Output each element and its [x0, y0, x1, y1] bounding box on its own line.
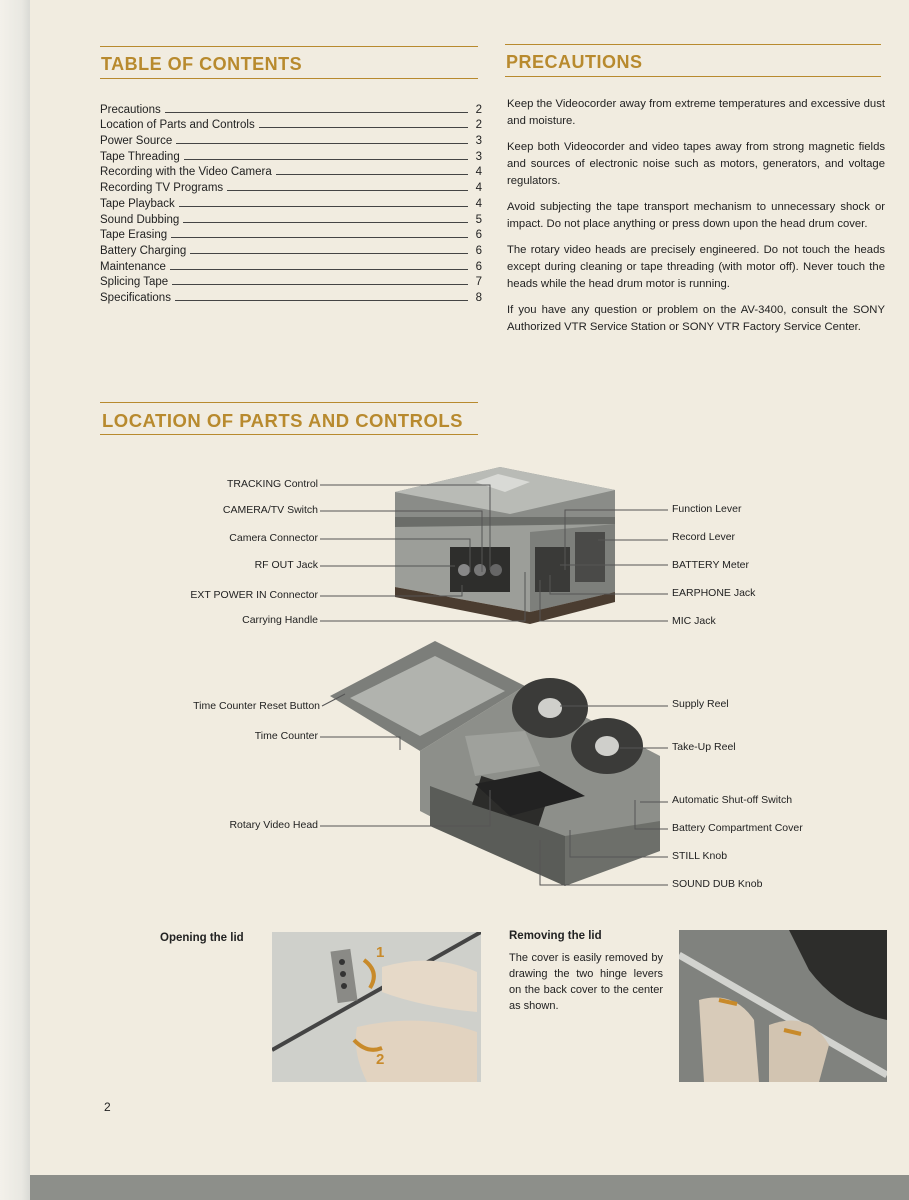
- label-carrying-handle: Carrying Handle: [242, 614, 318, 626]
- toc-entry-page: 2: [475, 103, 482, 116]
- leader-mic-jack: [540, 580, 668, 621]
- toc-entry-label: Tape Playback: [100, 197, 175, 210]
- label-take-up-reel: Take-Up Reel: [672, 741, 736, 753]
- precaution-paragraph: The rotary video heads are precisely engineered. Do not touch the heads except during cleaning or tape threading (with motor off). Never touch the heads while the head drum motor is running.: [507, 244, 885, 290]
- label-rotary-video-head: Rotary Video Head: [229, 819, 318, 831]
- toc-entry-label: Location of Parts and Controls: [100, 119, 255, 132]
- leader-camera-connector: [320, 539, 470, 572]
- leader-rotary-video-head: [320, 790, 490, 826]
- precautions-title: PRECAUTIONS: [506, 52, 643, 72]
- leader-earphone-jack: [550, 575, 668, 594]
- opening-lid-photo: [272, 932, 481, 1082]
- toc-entry-page: 4: [475, 182, 482, 195]
- toc-entry-label: Battery Charging: [100, 244, 187, 257]
- toc-entry-label: Sound Dubbing: [100, 213, 180, 226]
- toc-entry-label: Recording with the Video Camera: [100, 166, 272, 179]
- toc-entry-page: 4: [475, 166, 482, 179]
- toc-title: TABLE OF CONTENTS: [101, 54, 303, 74]
- toc-entry-page: 4: [475, 197, 482, 210]
- label-automatic-shutoff-switch: Automatic Shut-off Switch: [672, 794, 793, 806]
- leader-sound-dub-knob: [540, 840, 668, 885]
- page-number: 2: [104, 1100, 111, 1114]
- label-battery-compartment-cover: Battery Compartment Cover: [672, 822, 803, 834]
- toc-entry-page: 6: [475, 244, 482, 257]
- toc-entry-label: Recording TV Programs: [100, 182, 224, 195]
- toc-entry-page: 3: [475, 135, 482, 148]
- leader-time-counter-reset: [322, 694, 345, 706]
- toc-entry-label: Precautions: [100, 103, 161, 116]
- label-rf-out-jack: RF OUT Jack: [254, 559, 318, 571]
- precaution-paragraph: If you have any question or problem on the AV-3400, consult the SONY Authorized VTR Service Station or SONY VTR Factory Service Center.: [507, 304, 885, 333]
- removing-lid-photo: [679, 930, 887, 1082]
- label-still-knob: STILL Knob: [672, 850, 728, 862]
- toc-entry-page: 8: [475, 291, 482, 304]
- opening-step-1: 1: [376, 944, 385, 961]
- toc-entry-label: Splicing Tape: [100, 276, 169, 289]
- label-time-counter-reset-button: Time Counter Reset Button: [193, 700, 320, 712]
- label-supply-reel: Supply Reel: [672, 698, 729, 710]
- removing-lid-text: The cover is easily removed by drawing the two hinge levers on the back cover to the center as shown.: [509, 952, 663, 1012]
- label-camera-connector: Camera Connector: [229, 532, 318, 544]
- toc-entry-page: 6: [475, 229, 482, 242]
- opening-step-2: 2: [376, 1051, 385, 1068]
- leader-time-counter: [320, 737, 400, 750]
- toc-entry-label: Specifications: [100, 291, 171, 304]
- label-time-counter: Time Counter: [254, 730, 318, 742]
- leader-ext-power-connector: [320, 585, 462, 596]
- leader-battery-cover: [635, 800, 668, 829]
- label-function-lever: Function Lever: [672, 503, 742, 515]
- label-sound-dub-knob: SOUND DUB Knob: [672, 878, 763, 890]
- toc-entry-label: Tape Threading: [100, 150, 180, 163]
- precaution-paragraph: Keep the Videocorder away from extreme temperatures and excessive dust and moisture.: [507, 98, 885, 127]
- label-battery-meter: BATTERY Meter: [672, 559, 750, 571]
- toc-entry-label: Maintenance: [100, 260, 166, 273]
- precaution-paragraph: Keep both Videocorder and video tapes away from strong magnetic fields and sources of electronic noise such as motors, generators, and voltage regulators.: [507, 141, 885, 187]
- toc-entry-label: Power Source: [100, 135, 173, 148]
- leader-still-knob: [570, 830, 668, 857]
- label-mic-jack: MIC Jack: [672, 615, 716, 627]
- precaution-paragraph: Avoid subjecting the tape transport mechanism to unnecessary shock or impact. Do not place anything or press down upon the head drum cover.: [507, 201, 885, 230]
- toc-entry-page: 5: [475, 213, 482, 226]
- toc-entry-page: 2: [475, 119, 482, 132]
- leader-tracking-control: [320, 485, 490, 570]
- toc-entry-page: 3: [475, 150, 482, 163]
- toc-entry-label: Tape Erasing: [100, 229, 168, 242]
- leader-camera-tv-switch: [320, 511, 482, 572]
- label-camera-tv-switch: CAMERA/TV Switch: [222, 504, 318, 516]
- toc-entry-page: 7: [475, 276, 482, 289]
- label-ext-power-connector: EXT POWER IN Connector: [190, 589, 318, 601]
- removing-lid-heading: Removing the lid: [509, 930, 602, 942]
- toc-entry-page: 6: [475, 260, 482, 273]
- label-tracking-control: TRACKING Control: [226, 478, 318, 490]
- opening-lid-heading: Opening the lid: [160, 932, 244, 944]
- label-record-lever: Record Lever: [672, 531, 736, 543]
- location-title: LOCATION OF PARTS AND CONTROLS: [102, 410, 463, 431]
- label-earphone-jack: EARPHONE Jack: [672, 587, 756, 599]
